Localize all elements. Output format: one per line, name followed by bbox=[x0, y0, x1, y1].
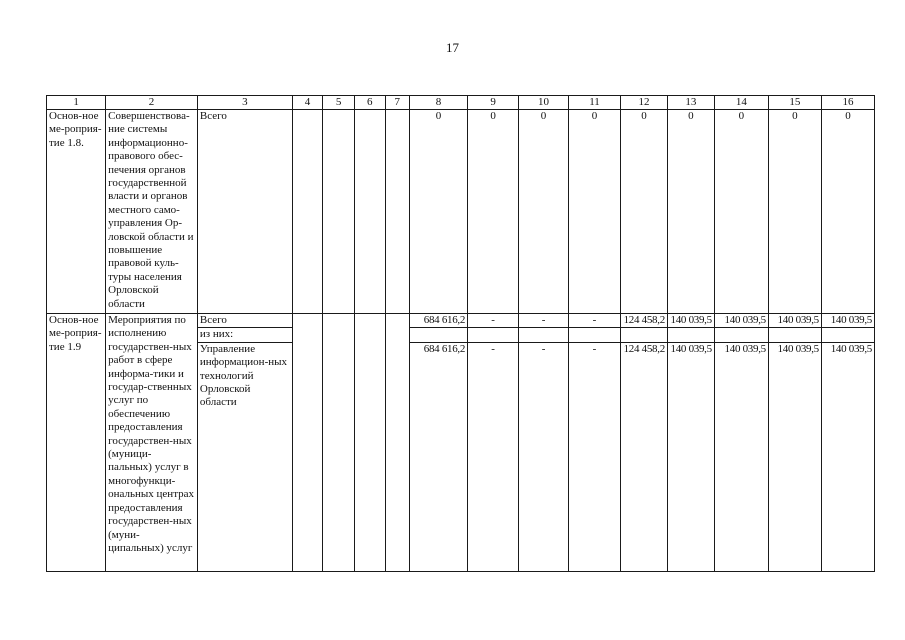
value-cell: 0 bbox=[519, 110, 569, 314]
activity-number: Основ-ное ме-роприя-тие 1.8. bbox=[47, 110, 106, 314]
value-cell: 0 bbox=[621, 110, 668, 314]
column-header: 11 bbox=[569, 96, 621, 110]
value-cell: 140 039,5 bbox=[667, 314, 714, 328]
value-cell: 0 bbox=[667, 110, 714, 314]
value-cell: - bbox=[519, 342, 569, 571]
column-header: 2 bbox=[106, 96, 198, 110]
value-cell: 0 bbox=[714, 110, 768, 314]
column-header: 5 bbox=[323, 96, 355, 110]
column-header: 1 bbox=[47, 96, 106, 110]
column-number-row bbox=[47, 96, 875, 110]
column-header: 15 bbox=[768, 96, 821, 110]
value-cell: 0 bbox=[409, 110, 467, 314]
table-row bbox=[47, 110, 875, 314]
column-header: 4 bbox=[292, 96, 323, 110]
page-number: 17 bbox=[446, 40, 459, 55]
value-cell: 140 039,5 bbox=[768, 342, 821, 571]
program-table bbox=[46, 95, 875, 572]
value-cell: 684 616,2 bbox=[409, 342, 467, 571]
activity-title: Мероприятия по исполнению государствен-ных работ в сфере информа-тики и государ-ственных услуг по обеспечению предоставления государствен-ных (муници-пальных) услуг в многофункци-ональных центрах предоставления государствен-ных (муни-ципальных) услуг bbox=[106, 314, 198, 572]
value-cell: 140 039,5 bbox=[768, 314, 821, 328]
value-cell: 0 bbox=[569, 110, 621, 314]
activity-number: Основ-ное ме-роприя-тие 1.9 bbox=[47, 314, 106, 572]
value-cell: 140 039,5 bbox=[714, 342, 768, 571]
column-header: 8 bbox=[409, 96, 467, 110]
column-header: 6 bbox=[354, 96, 385, 110]
funding-source: Всего bbox=[197, 110, 292, 314]
funding-source: Управление информацион-ных технологий Орловской области bbox=[197, 342, 292, 571]
value-cell: 140 039,5 bbox=[667, 342, 714, 571]
value-cell: 124 458,2 bbox=[621, 342, 668, 571]
table-row bbox=[47, 314, 875, 328]
value-cell: - bbox=[468, 314, 519, 328]
column-header: 9 bbox=[468, 96, 519, 110]
column-header: 14 bbox=[714, 96, 768, 110]
value-cell: - bbox=[519, 314, 569, 328]
column-header: 3 bbox=[197, 96, 292, 110]
value-cell: 0 bbox=[821, 110, 874, 314]
value-cell: - bbox=[468, 342, 519, 571]
value-cell: 124 458,2 bbox=[621, 314, 668, 328]
funding-source: Всего bbox=[197, 314, 292, 328]
column-header: 12 bbox=[621, 96, 668, 110]
column-header: 16 bbox=[821, 96, 874, 110]
value-cell: 0 bbox=[768, 110, 821, 314]
value-cell: 140 039,5 bbox=[821, 314, 874, 328]
column-header: 7 bbox=[385, 96, 409, 110]
value-cell: 684 616,2 bbox=[409, 314, 467, 328]
value-cell: - bbox=[569, 342, 621, 571]
column-header: 13 bbox=[667, 96, 714, 110]
activity-title: Совершенствова-ние системы информационно-правового обес-печения органов государственной власти и органов местного само-управления Ор-ловской области и повышение правовой куль-туры населения Орловской области bbox=[106, 110, 198, 314]
value-cell: 140 039,5 bbox=[821, 342, 874, 571]
value-cell: 140 039,5 bbox=[714, 314, 768, 328]
funding-source: из них: bbox=[197, 328, 292, 342]
column-header: 10 bbox=[519, 96, 569, 110]
value-cell: - bbox=[569, 314, 621, 328]
value-cell: 0 bbox=[468, 110, 519, 314]
